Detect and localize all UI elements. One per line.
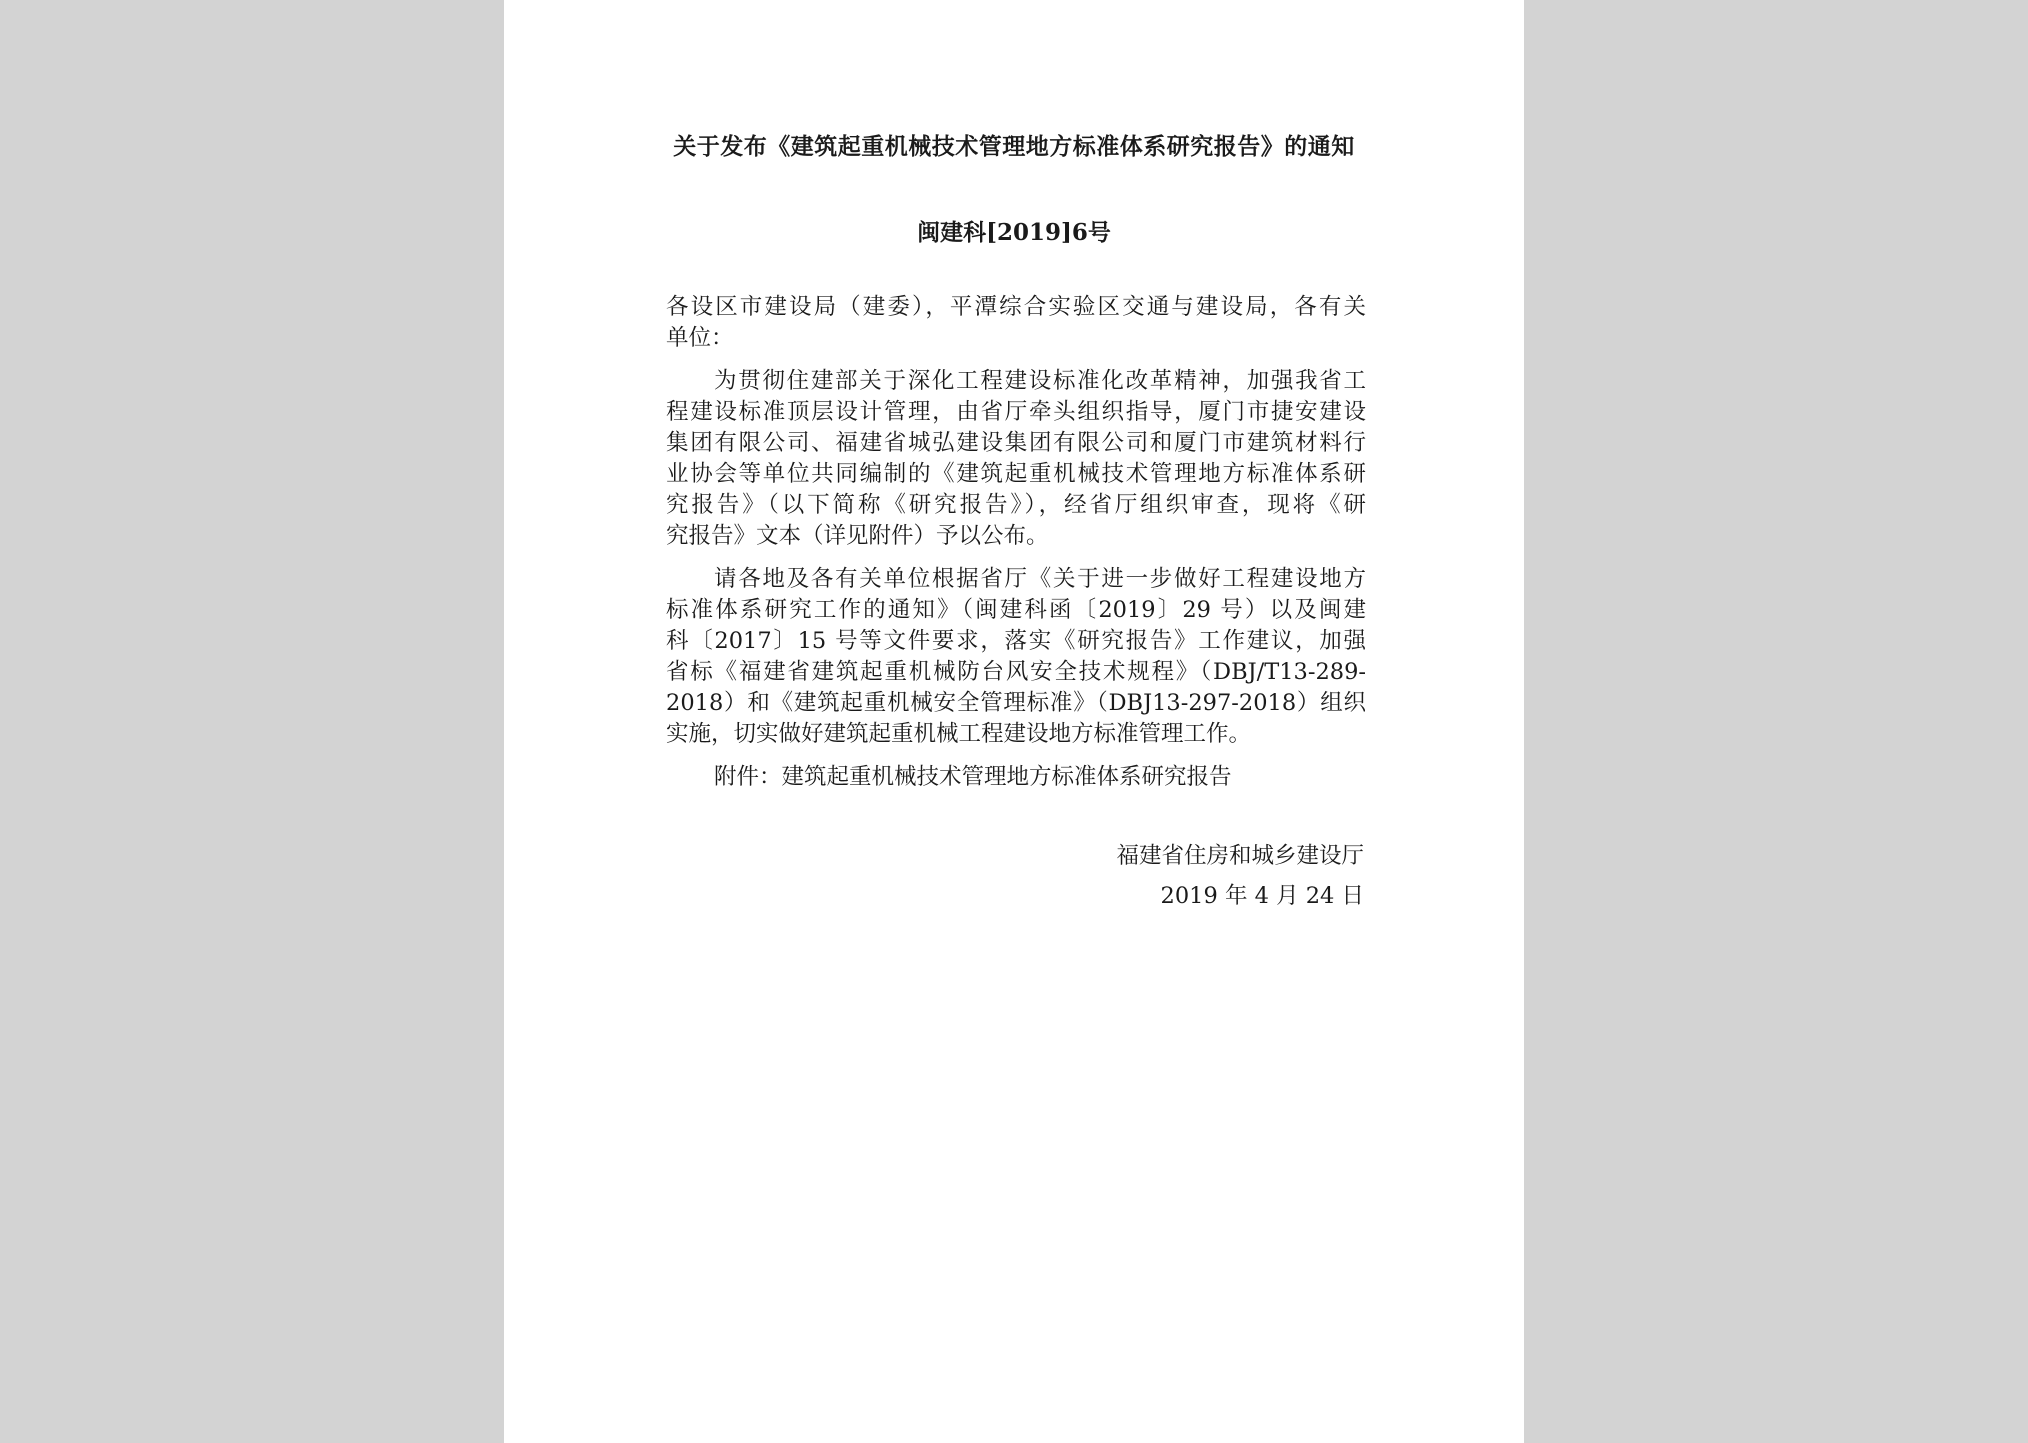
paragraph2-line: 科〔2017〕15 号等文件要求，落实《研究报告》工作建议，加强 bbox=[666, 628, 1366, 654]
paragraph2-line: 省标《福建省建筑起重机械防台风安全技术规程》（DBJ/T13-289- bbox=[666, 659, 1366, 685]
attachment-note: 附件：建筑起重机械技术管理地方标准体系研究报告 bbox=[714, 764, 1232, 790]
paragraph1-line: 业协会等单位共同编制的《建筑起重机械技术管理地方标准体系研 bbox=[666, 461, 1366, 487]
paragraph1-line: 程建设标准顶层设计管理，由省厅牵头组织指导，厦门市捷安建设 bbox=[666, 399, 1366, 425]
paragraph2-line: 请各地及各有关单位根据省厅《关于进一步做好工程建设地方 bbox=[714, 566, 1366, 592]
signature-block bbox=[1116, 836, 1364, 916]
paragraph2-line: 标准体系研究工作的通知》（闽建科函〔2019〕29 号）以及闽建 bbox=[666, 597, 1366, 623]
paragraph1-line: 究报告》（以下简称《研究报告》），经省厅组织审查，现将《研 bbox=[666, 492, 1366, 518]
issuer-name: 福建省住房和城乡建设厅 bbox=[1116, 843, 1364, 869]
paragraph1-line: 究报告》文本（详见附件）予以公布。 bbox=[666, 523, 1049, 549]
salutation-line: 各设区市建设局（建委），平潭综合实验区交通与建设局，各有关 bbox=[666, 294, 1366, 320]
document-title: 关于发布《建筑起重机械技术管理地方标准体系研究报告》的通知 bbox=[673, 133, 1355, 160]
paragraph1-line: 集团有限公司、福建省城弘建设集团有限公司和厦门市建筑材料行 bbox=[666, 430, 1366, 456]
paragraph2-line: 实施，切实做好建筑起重机械工程建设地方标准管理工作。 bbox=[666, 721, 1252, 747]
document-page bbox=[504, 0, 1524, 1443]
document-number: 闽建科[2019]6号 bbox=[917, 219, 1111, 246]
paragraph1-line: 为贯彻住建部关于深化工程建设标准化改革精神，加强我省工 bbox=[714, 368, 1366, 394]
paragraph2-line: 2018）和《建筑起重机械安全管理标准》（DBJ13-297-2018）组织 bbox=[666, 690, 1366, 716]
document-body bbox=[666, 292, 1366, 793]
issue-date: 2019 年 4 月 24 日 bbox=[1160, 883, 1364, 909]
salutation-line: 单位： bbox=[666, 325, 734, 351]
